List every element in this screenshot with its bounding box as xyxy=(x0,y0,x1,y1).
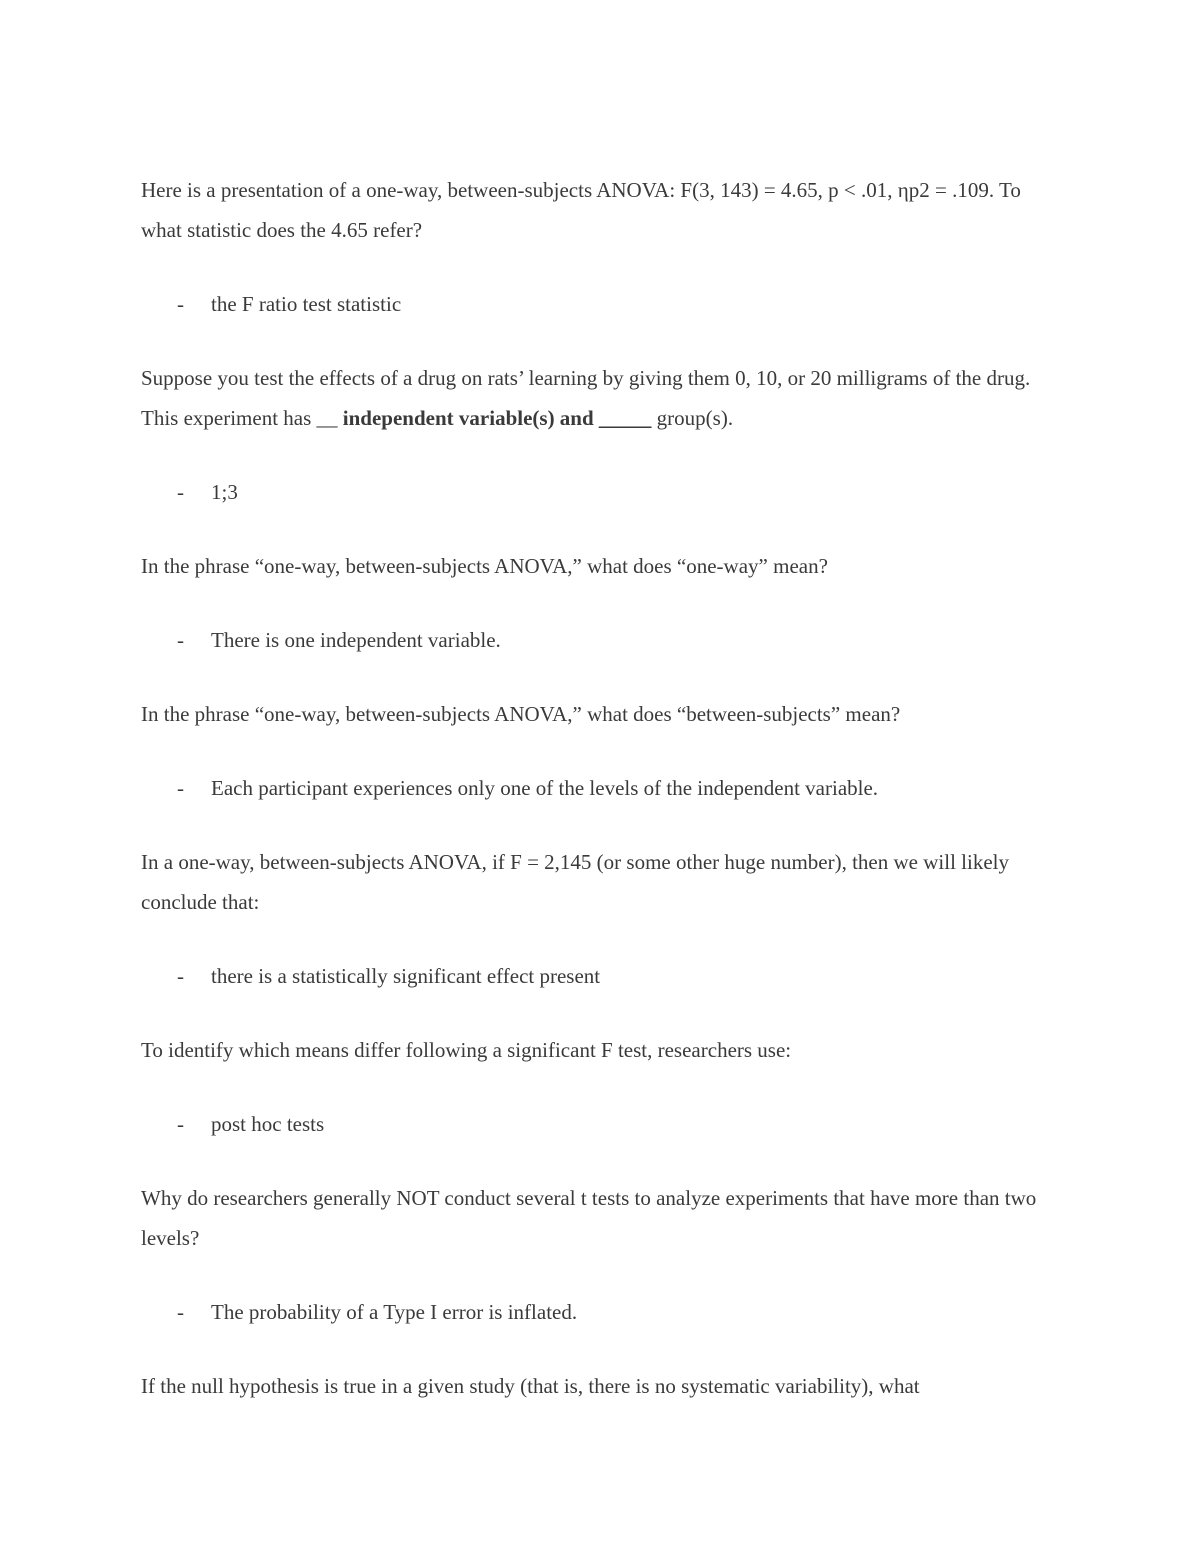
answer-text: 1;3 xyxy=(211,480,238,504)
answer-text: The probability of a Type I error is inflated. xyxy=(211,1300,578,1324)
question-5: In a one-way, between-subjects ANOVA, if F = 2,145 (or some other huge number), then we will likely conclude that: xyxy=(141,850,1009,914)
question-6: To identify which means differ following a significant F test, researchers use: xyxy=(141,1038,792,1062)
answer-1 xyxy=(141,284,1061,324)
answer-text: the F ratio test statistic xyxy=(211,292,402,316)
bullet-dash: - xyxy=(177,480,184,504)
document-body xyxy=(141,170,1061,1406)
answer-text: post hoc tests xyxy=(211,1112,325,1136)
bullet-dash: - xyxy=(177,964,184,988)
question-text-end: group(s). xyxy=(651,406,734,430)
question-7: Why do researchers generally NOT conduct several t tests to analyze experiments that have more than two levels? xyxy=(141,1186,1037,1250)
bullet-dash: - xyxy=(177,776,184,800)
question-text: Suppose you test the effects of a drug on rats’ learning by giving them 0, 10, or 20 milligrams of the drug. This experiment has __ xyxy=(141,366,1031,430)
bullet-dash: - xyxy=(177,1300,184,1324)
answer-7 xyxy=(141,1292,1061,1332)
bullet-dash: - xyxy=(177,1112,184,1136)
answer-2 xyxy=(141,472,1061,512)
question-bold-text: independent variable(s) and _____ xyxy=(342,406,652,430)
bullet-dash: - xyxy=(177,628,184,652)
answer-text: There is one independent variable. xyxy=(211,628,501,652)
answer-5 xyxy=(141,956,1061,996)
answer-6 xyxy=(141,1104,1061,1144)
question-1: Here is a presentation of a one-way, between-subjects ANOVA: F(3, 143) = 4.65, p < .01, ηp2 = .109. To what statistic does the 4.65 refer? xyxy=(141,178,1021,242)
question-8: If the null hypothesis is true in a given study (that is, there is no systematic variability), what xyxy=(141,1374,920,1398)
question-3: In the phrase “one-way, between-subjects ANOVA,” what does “one-way” mean? xyxy=(141,554,828,578)
answer-text: there is a statistically significant effect present xyxy=(211,964,601,988)
answer-3 xyxy=(141,620,1061,660)
question-2 xyxy=(141,358,1061,438)
bullet-dash: - xyxy=(177,292,184,316)
answer-4 xyxy=(141,768,1061,808)
question-4: In the phrase “one-way, between-subjects ANOVA,” what does “between-subjects” mean? xyxy=(141,702,901,726)
answer-text: Each participant experiences only one of the levels of the independent variable. xyxy=(211,776,879,800)
